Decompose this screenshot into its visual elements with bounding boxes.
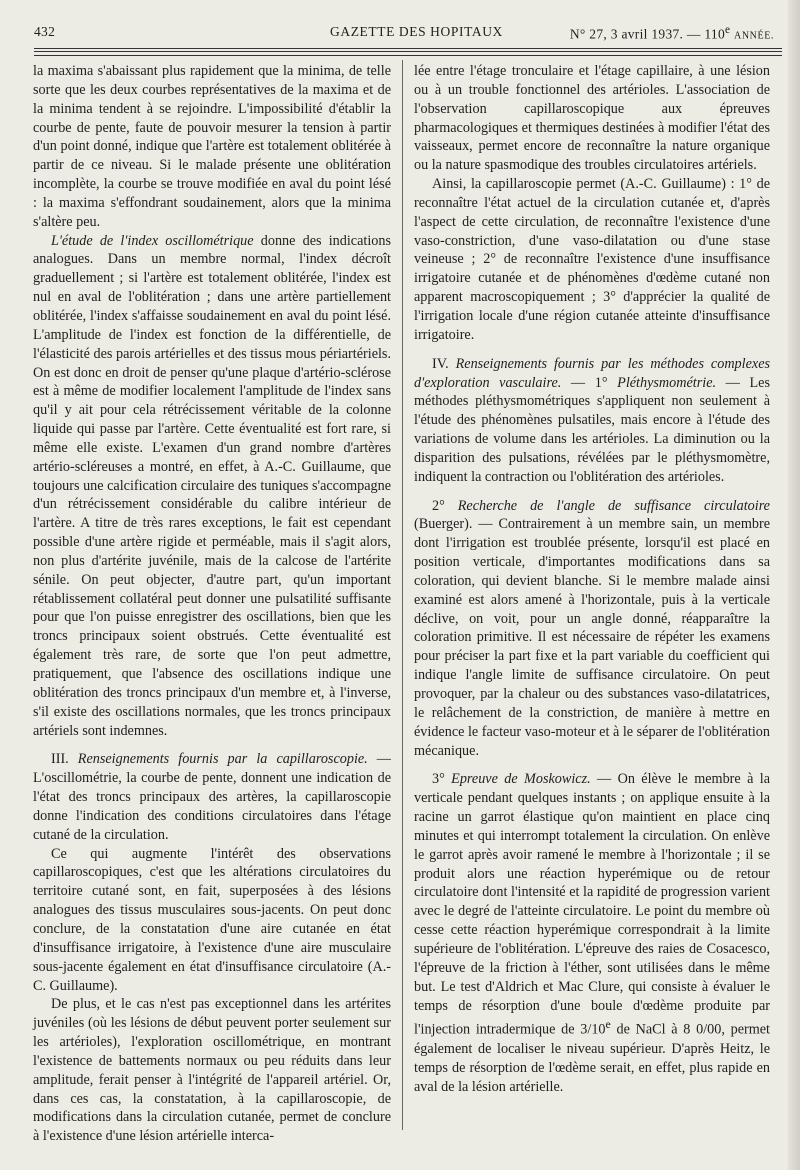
paragraph-text: — 1° xyxy=(561,374,618,391)
header-rule-top xyxy=(34,48,782,49)
superscript: e xyxy=(605,1017,611,1032)
left-column xyxy=(33,62,391,1146)
paragraph-title: L'étude de l'index oscillométrique xyxy=(51,232,254,249)
paragraph: De plus, et le cas n'est pas exceptionnel dans les artérites juvéniles (où les lésions de début peuvent porter seulement sur les artérioles), l'exploration oscillométrique, en montrant l'existence de battements normaux ou peu réduits dans leur amplitude, ferait penser à l'intégrité de l'appareil artériel. Or, dans ces cas, la constatation, à la capillaroscopie, de modifications dans la circulation cutanée, permet de conclure à l'existence d'une lésion artérielle interca- xyxy=(33,996,391,1145)
right-column xyxy=(414,62,770,1096)
issue-ordinal-sup: e xyxy=(725,24,731,36)
section-number: IV. xyxy=(432,355,456,372)
subsection-title: Epreuve de Moskowicz. xyxy=(451,771,591,788)
section-number: III. xyxy=(51,751,78,768)
section-title: Renseignements fournis par les méthodes complexes d'exploration vasculaire. xyxy=(414,355,771,391)
page-number: 432 xyxy=(34,24,56,39)
paragraph-text: (Buerger). — Contrairement à un membre sain, un membre dont l'irrigation est troublée présente, lorsqu'il est placé en position verticale, d'importantes modifications dans sa coloration, qui devient blanche. Si le membre malade ainsi examiné est alors amené à l'horizontale, puis à la verticale déclive, on voit, pour un angle donné, réapparaître la coloration primitive. Il est nécessaire de répéter les examens pour préciser la part fixe et la part variable du coefficient qui indique l'angle limite de suffisance circulatoire. On peut provoquer, par la chaleur ou des substances vaso-dilatatrices, le relâchement de la constriction, de manière à mettre en évidence le facteur vaso-moteur et à le séparer de l'oblitération mécanique. xyxy=(414,516,770,759)
header-rule-middle xyxy=(34,51,782,52)
section-paragraph xyxy=(414,355,770,487)
issue-number-date: N° 27, 3 avril 1937. — 110 xyxy=(569,26,726,42)
issue-annee: ANNÉE. xyxy=(734,30,774,42)
header-rule-bottom xyxy=(34,55,782,56)
subsection-number: 2° xyxy=(432,497,458,514)
section-paragraph xyxy=(33,750,391,844)
subsection-title: Recherche de l'angle de suffisance circulatoire xyxy=(457,497,770,514)
paragraph-text: — On élève le membre à la verticale pendant quelques instants ; on applique ensuite à la racine un garrot élastique qu'on maintient en place cinq minutes et qui interrompt totalement la circulation. On enlève le garrot après avoir ramené le membre à l'horizontale ; il se produit alors une réaction hyperémique ou de retour circulatoire dont l'intensité et la rapidité de progression varient avec le degré de l'atteinte circulatoire. Le point du membre où cesse cette réaction hyperémique correspondrait à la limite supérieure de l'oblitération. L'épreuve des raies de Cosacesco, l'épreuve de la friction à l'éther, sont utilisées dans le même but. Le test d'Aldrich et Mac Clure, qui consiste à évaluer le temps de résorption d'une boule d'œdème produite par l'injection intradermique de 3/10 xyxy=(414,771,770,1039)
column-separator xyxy=(402,60,403,1130)
page-header xyxy=(34,24,786,44)
paragraph-text: — Les méthodes pléthysmométriques s'appliquent non seulement à l'étude des phénomènes pulsatiles, mais encore à l'étude des variations de volume dans les artérioles. La diminution ou la disparition des pulsations, révélées par le pléthysmomètre, indiquent la contraction ou l'oblitération des artérioles. xyxy=(414,374,770,485)
journal-title: GAZETTE DES HOPITAUX xyxy=(330,24,503,39)
issue-line xyxy=(570,24,774,43)
paragraph xyxy=(33,232,391,741)
subsection-number: 3° xyxy=(432,771,452,788)
paragraph-text: de NaCl à 8 0/00, permet également de localiser le niveau supérieur. D'après Heitz, le temps de résorption de l'œdème serait, en effet, plus rapide en aval de la lésion artérielle. xyxy=(414,1022,770,1095)
section-title: Renseignements fournis par la capillaroscopie. xyxy=(77,751,368,768)
paragraph: Ce qui augmente l'intérêt des observations capillaroscopiques, c'est que les altérations circulatoires du territoire cutané sont, en fait, superposées à des lésions analogues des tissus musculaires sous-jacents. On peut donc conclure, de la constatation d'une aire cutanée en état d'insuffisance irrigatoire, à l'existence d'une aire musculaire sous-jacente également en état d'insuffisance circulatoire (A.-C. Guillaume). xyxy=(33,845,391,994)
paragraph: la maxima s'abaissant plus rapidement que la minima, de telle sorte que les deux courbes représentatives de la maxima et de la minima tendent à se rejoindre. L'impossibilité d'établir la courbe de pente, faute de pouvoir mesurer la tension à partir d'un point donné, indique que l'artère est totalement oblitérée à partir de ce niveau. Si le malade présente une oblitération incomplète, la courbe se trouve modifiée en aval du point lésé : la maxima s'effondrant soudainement, alors que la minima s'altère peu. xyxy=(33,63,391,230)
page-edge xyxy=(788,0,800,1170)
subsection-paragraph xyxy=(414,770,770,1096)
paragraph-text: — L'oscillométrie, la courbe de pente, donnent une indication de l'état des troncs principaux des artères, la capillaroscopie donne l'indication des conditions circulatoires dans l'étage cutané de la circulation. xyxy=(33,751,391,843)
paragraph-text: donne des indications analogues. Dans un membre normal, l'index décroît graduellement ; si l'artère est totalement oblitérée, l'index est nul en aval de l'oblitération ; dans une artère partiellement oblitérée, l'index s'affaisse soudainement en aval du point lésé. L'amplitude de l'index est fonction de la différentielle, de l'élasticité des parois artérielles et des tissus mous périartériels. On est donc en droit de penser qu'une plaque d'artério-sclérose est à même de modifier localement l'amplitude de l'index sans qu'il y ait pour cela rétrécissement véritable de la colonne liquide qui passe par l'artère. Cette éventualité est fort rare, si même elle existe. L'examen d'un grand nombre d'artères artério-scléreuses a montré, en effet, à A.-C. Guillaume, que toujours une calcification circulaire des tuniques s'accompagne d'un rétrécissement considérable du calibre intérieur de l'artère. A titre de très rares exceptions, le fait est cependant possible d'une artère rigide et perméable, mais il s'agit alors, non plus d'artérite juvénile, mais de la calcose de l'artérite sénile. On peut objecter, d'autre part, qu'un important rétablissement collatéral peut donner une pulsatilité suffisante pour que l'on puisse enregistrer des oscillations, bien que les troncs principaux soient obstrués. Cette éventualité est également très rare, de sorte que l'on peut admettre, pratiquement, que l'absence des oscillations indique une oblitération des troncs principaux d'un membre et, à l'inverse, s'il existe des oscillations normales, que les troncs principaux artériels sont indemnes. xyxy=(33,232,391,739)
subsection-title: Pléthysmométrie. xyxy=(617,374,717,391)
paragraph: Ainsi, la capillaroscopie permet (A.-C. Guillaume) : 1° de reconnaître l'état actuel de la circulation cutanée et, d'après l'aspect de cette circulation, de reconnaître l'existence d'une vaso-constriction, d'une vaso-dilatation ou d'une stase veineuse ; 2° de reconnaître l'existence d'une insuffisance irrigatoire cutanée et de phénomènes d'œdème cutané non apparent macroscopiquement ; 3° d'apprécier la qualité de l'irrigation locale d'une région cutanée atteinte d'insuffisance irrigatoire. xyxy=(414,176,770,343)
subsection-paragraph xyxy=(414,497,770,761)
paragraph: lée entre l'étage tronculaire et l'étage capillaire, à une lésion ou à un trouble fonctionnel des artérioles. L'association de l'observation capillaroscopique aux épreuves pharmacologiques et thermiques destinées à modifier l'état des vaisseaux, permet encore de reconnaître la nature organique ou la nature spasmodique des troubles circulatoires artériels. xyxy=(414,63,770,174)
